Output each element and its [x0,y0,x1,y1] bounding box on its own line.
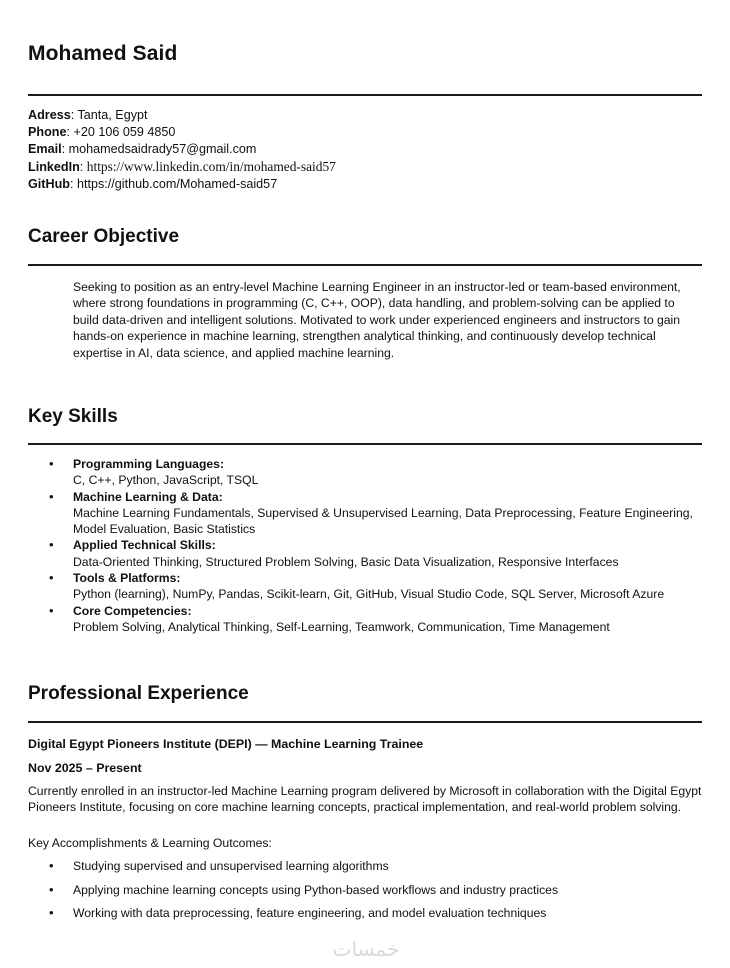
watermark-text: خمسات [332,937,400,961]
skill-item: • Machine Learning & Data: Machine Learning Fundamentals, Supervised & Unsupervised Learning, Data Preprocessing, Feature Engineering, Model Evaluation, Basic Statistics [49,488,693,537]
accomplishments-heading: Key Accomplishments & Learning Outcomes: [28,836,272,850]
accomplishment-item: • Working with data preprocessing, feature engineering, and model evaluation techniques [49,905,547,920]
career-objective-text: Seeking to position as an entry-level Machine Learning Engineer in an instructor-led or team-based environment, where strong foundations in programming (C, C++, OOP), data handling, and problem-solving can be applied to build data-driven and intelligent solutions. Motivated to work under experienced engineers and instructors to gain hands-on experience in machine learning, strengthen analytical thinking, and continuously develop technical expertise in AI, data science, and applied machine learning. [73,280,681,360]
contact-linkedin[interactable]: LinkedIn: https://www.linkedin.com/in/mohamed-said57 [28,159,336,174]
khamsat-watermark-logo [318,934,414,964]
accomplishments-list [28,858,558,929]
section-title-key-skills: Key Skills [28,406,118,427]
experience-description: Currently enrolled in an instructor-led Machine Learning program delivered by Microsoft in collaboration with the Digital Egypt Pioneers Institute, focusing on core machine learning concepts, practical implementation, and real-world problem solving. [28,784,702,815]
skills-list [28,456,702,635]
accomplishment-item: • Applying machine learning concepts using Python-based workflows and industry practices [49,881,559,897]
experience-dates: Nov 2025 – Present [28,761,142,775]
skill-item: • Applied Technical Skills: Data-Oriented Thinking, Structured Problem Solving, Basic Data Visualization, Responsive Interfaces [49,537,619,569]
divider [28,94,702,96]
resume-name: Mohamed Said [28,42,178,65]
contact-github[interactable]: GitHub: https://github.com/Mohamed-said57 [28,177,278,191]
experience-role: Digital Egypt Pioneers Institute (DEPI) — Machine Learning Trainee [28,737,424,751]
skill-item: • Core Competencies: Problem Solving, Analytical Thinking, Self-Learning, Teamwork, Communication, Time Management [49,602,610,634]
contact-block [28,107,336,193]
section-title-career-objective: Career Objective [28,226,180,247]
section-title-professional-experience: Professional Experience [28,683,249,704]
accomplishment-item: • Studying supervised and unsupervised learning algorithms [49,858,389,873]
skill-item: • Programming Languages: C, C++, Python, JavaScript, TSQL [49,456,259,488]
skill-item: • Tools & Platforms: Python (learning), NumPy, Pandas, Scikit-learn, Git, GitHub, Visual Studio Code, SQL Server, Microsoft Azure [49,570,665,602]
divider [28,721,702,723]
divider [28,264,702,266]
contact-phone: Phone: +20 106 059 4850 [28,125,176,139]
contact-address: Adress: Tanta, Egypt [28,108,148,122]
divider [28,443,702,445]
contact-email[interactable]: Email: mohamedsaidrady57@gmail.com [28,142,257,156]
